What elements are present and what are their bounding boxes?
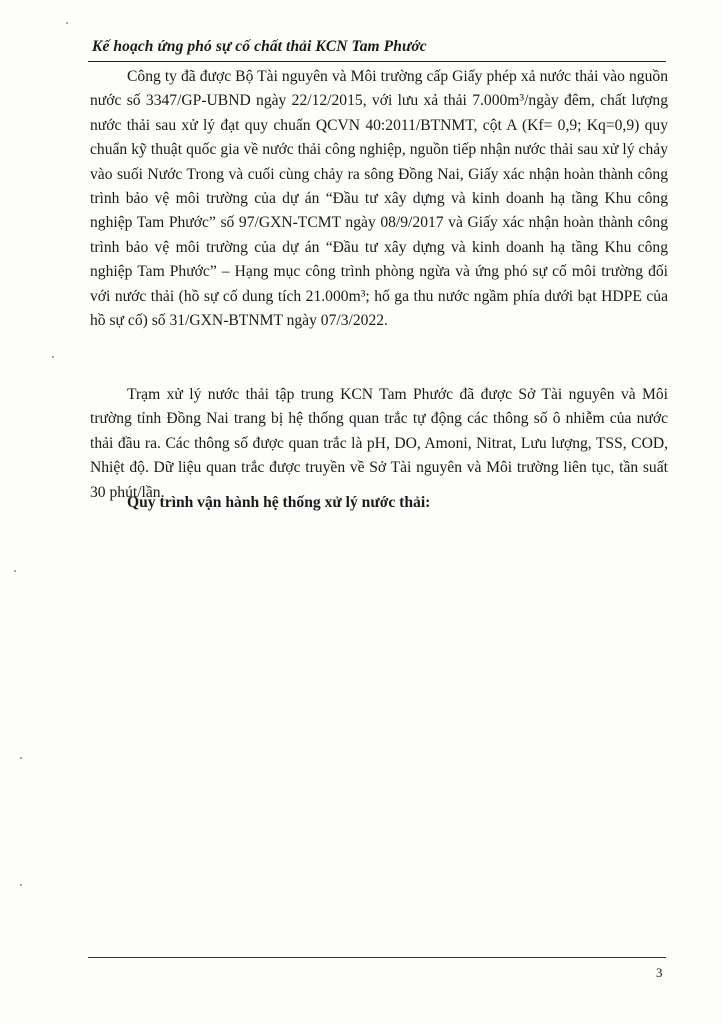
margin-mark <box>20 884 22 886</box>
running-header: Kế hoạch ứng phó sự cố chất thải KCN Tam Phước <box>92 38 427 55</box>
section-heading: Quy trình vận hành hệ thống xử lý nước thải: <box>127 494 431 511</box>
margin-mark <box>14 570 16 572</box>
margin-mark <box>66 22 68 24</box>
paragraph-discharge-permit: Công ty đã được Bộ Tài nguyên và Môi trường cấp Giấy phép xả nước thải vào nguồn nước số 3347/GP-UBND ngày 22/12/2015, với lưu xả thải 7.000m³/ngày đêm, chất lượng nước thải sau xử lý đạt quy chuẩn QCVN 40:2011/BTNMT, cột A (Kf= 0,9; Kq=0,9) quy chuẩn kỹ thuật quốc gia về nước thải công nghiệp, nguồn tiếp nhận nước thải sau xử lý chảy vào suối Nước Trong và cuối cùng chảy ra sông Đồng Nai, Giấy xác nhận hoàn thành công trình bảo vệ môi trường của dự án “Đầu tư xây dựng và kinh doanh hạ tầng Khu công nghiệp Tam Phước” số 97/GXN-TCMT ngày 08/9/2017 và Giấy xác nhận hoàn thành công trình bảo vệ môi trường của dự án “Đầu tư xây dựng và kinh doanh hạ tầng Khu công nghiệp Tam Phước” – Hạng mục công trình phòng ngừa và ứng phó sự cố môi trường đối với nước thải (hồ sự cố dung tích 21.000m³; hố ga thu nước ngầm phía dưới bạt HDPE của hồ sự cố) số 31/GXN-BTNMT ngày 07/3/2022. <box>90 68 668 330</box>
header-rule <box>88 61 666 62</box>
page-number: 3 <box>656 965 663 980</box>
margin-mark <box>52 356 54 358</box>
paragraph-monitoring-system: Trạm xử lý nước thải tập trung KCN Tam Phước đã được Sở Tài nguyên và Môi trường tỉnh Đồng Nai trang bị hệ thống quan trắc tự động các thông số ô nhiễm của nước thải đầu ra. Các thông số được quan trắc là pH, DO, Amoni, Nitrat, Lưu lượng, TSS, COD, Nhiệt độ. Dữ liệu quan trắc được truyền về Sở Tài nguyên và Môi trường liên tục, tần suất 30 phút/lần. <box>90 386 668 501</box>
footer-rule <box>88 957 666 958</box>
margin-mark <box>20 757 22 759</box>
